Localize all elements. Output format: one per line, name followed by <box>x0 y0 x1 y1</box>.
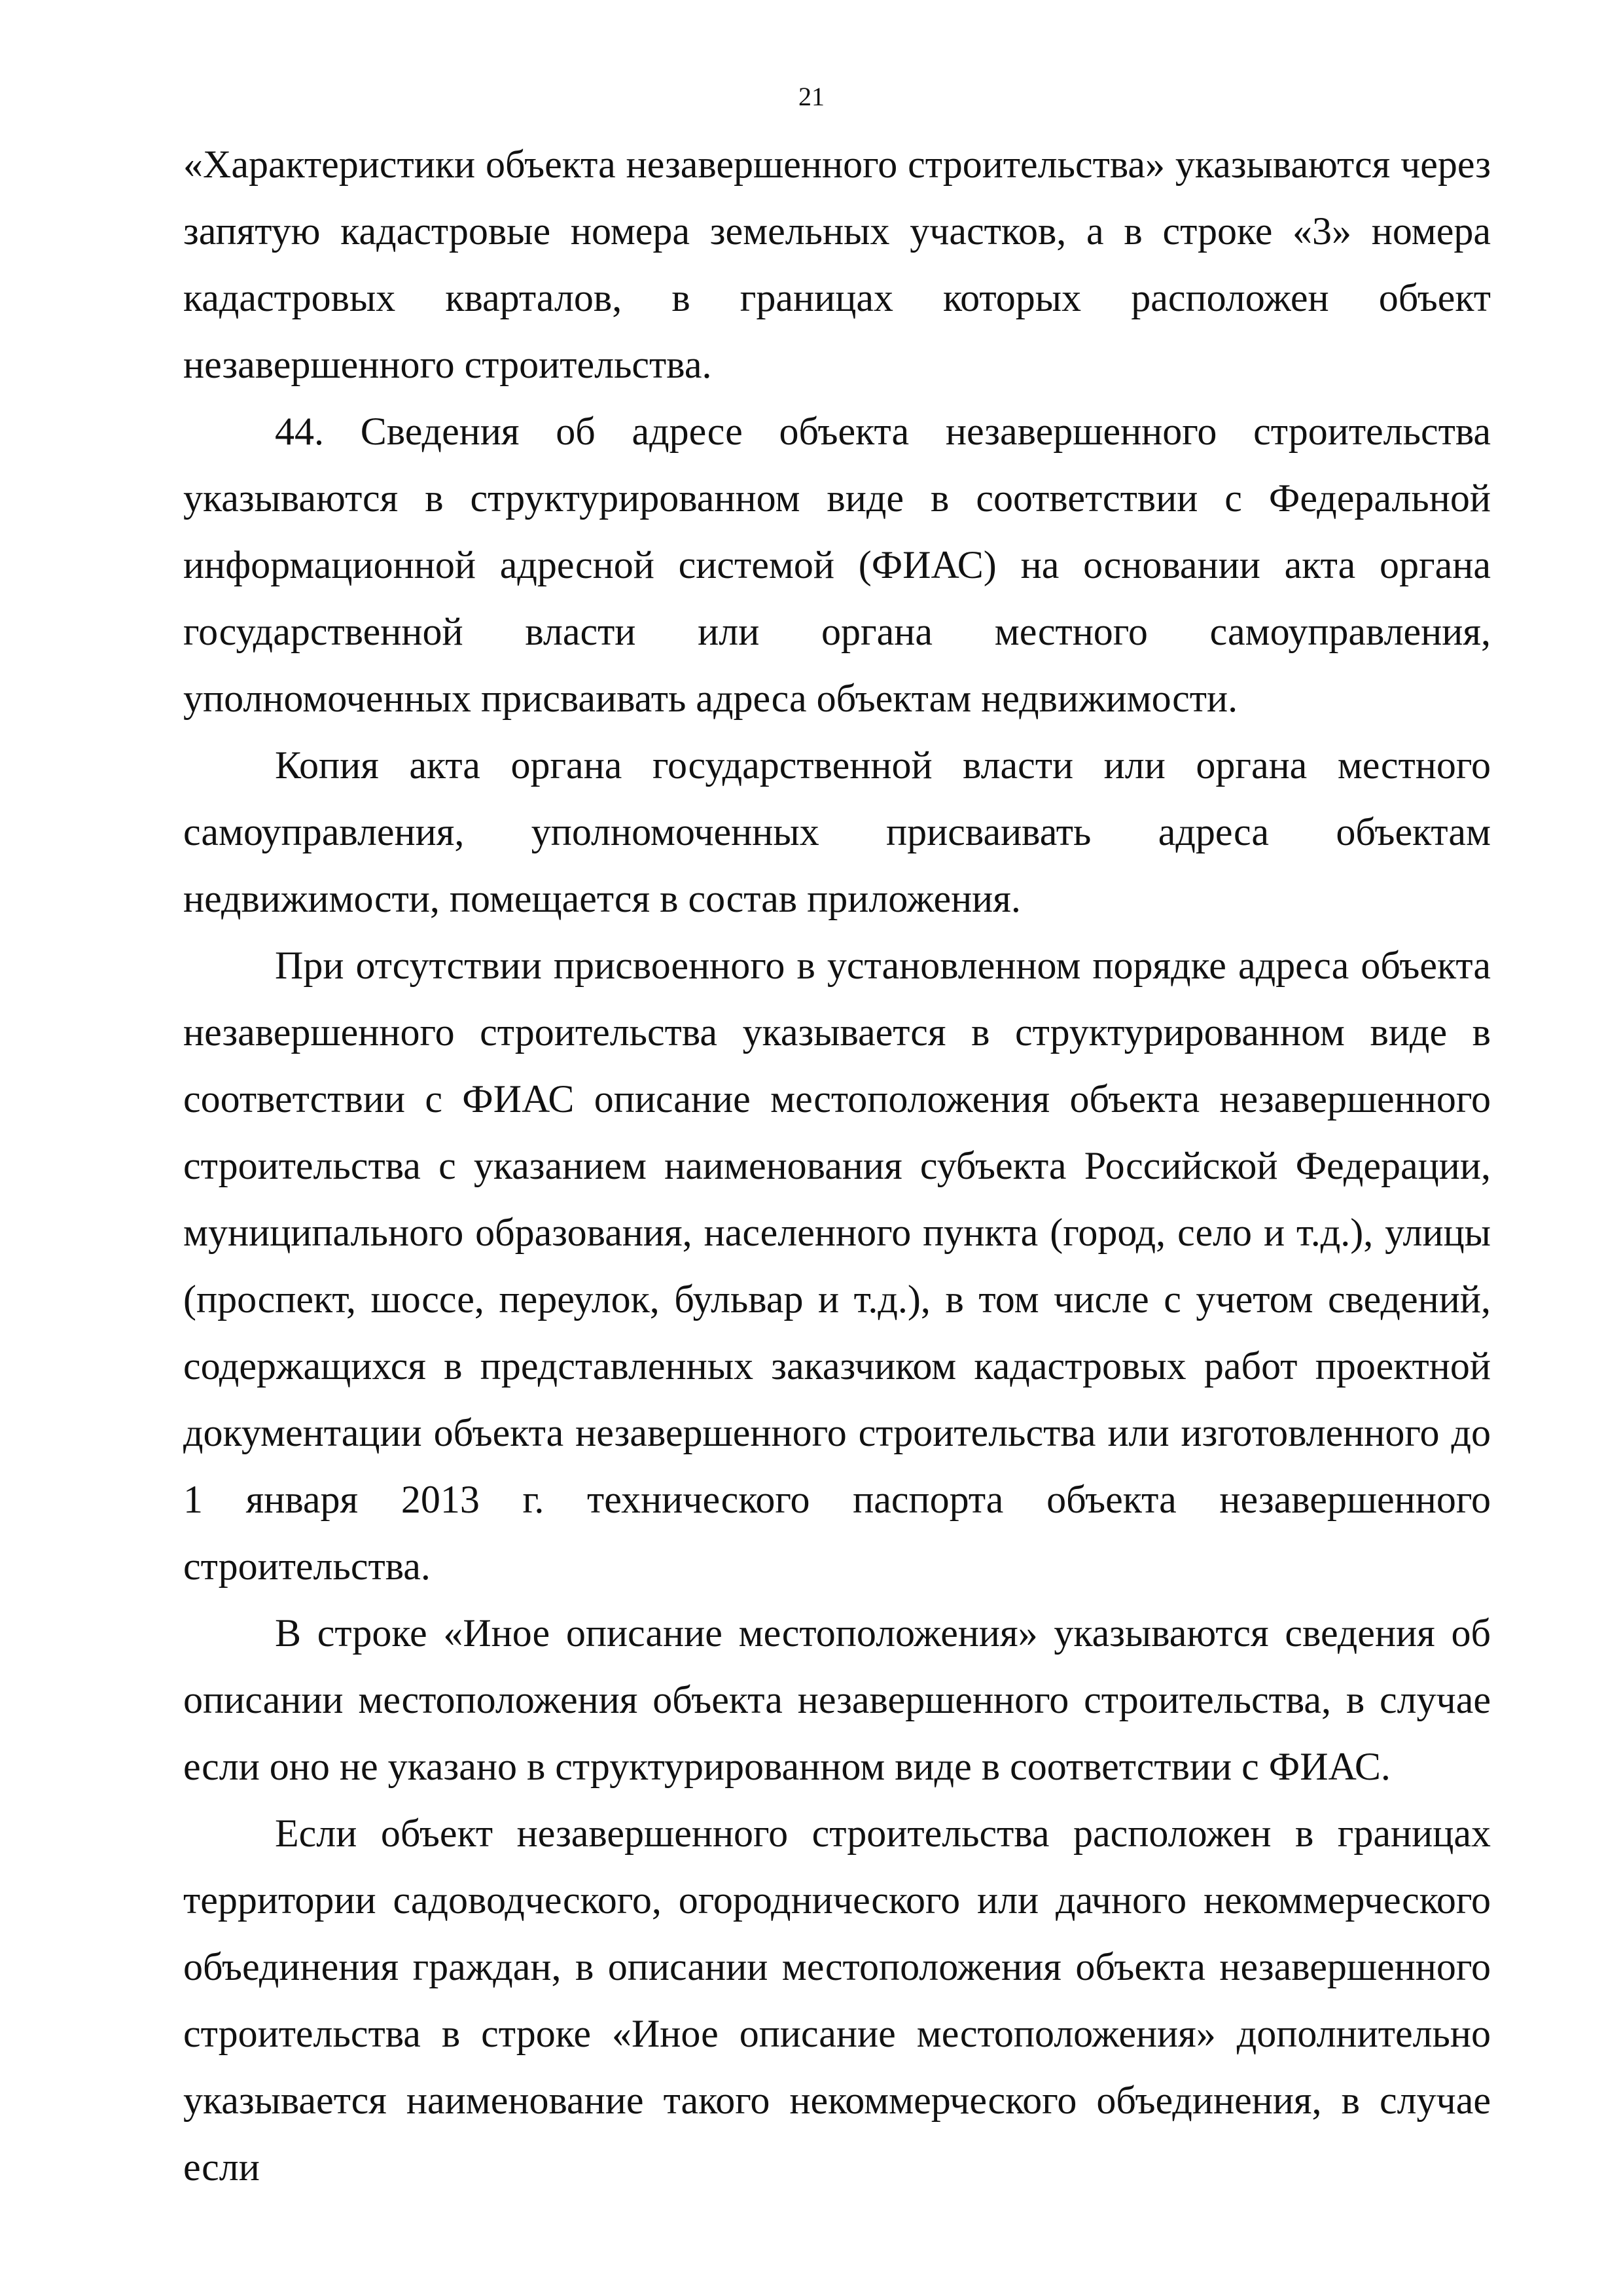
paragraph-other-location: В строке «Иное описание местоположения» указываются сведения об описании местоположения объекта незавершенного строительства, в случае если оно не указано в структурированном виде в соответствии с ФИАС. <box>183 1611 1491 1788</box>
page-number: 21 <box>798 82 825 111</box>
paragraph-cadastral-numbers: «Характеристики объекта незавершенного строительства» указываются через запятую кадастровые номера земельных участков, а в строке «3» номера кадастровых кварталов, в границах которых расположен объект незавершенного строительства. <box>183 143 1491 386</box>
paragraph-act-copy: Копия акта органа государственной власти или органа местного самоуправления, уполномоченных присваивать адреса объектам недвижимости, помещается в состав приложения. <box>183 744 1491 920</box>
paragraph-no-address: При отсутствии присвоенного в установленном порядке адреса объекта незавершенного строительства указывается в структурированном виде в соответствии с ФИАС описание местоположения объекта незавершенного строительства с указанием наименования субъекта Российской Федерации, муниципального образования, населенного пункта (город, село и т.д.), улицы (проспект, шоссе, переулок, бульвар и т.д.), в том числе с учетом сведений, содержащихся в представленных заказчиком кадастровых работ проектной документации объекта незавершенного строительства или изготовленного до 1 января 2013 г. технического паспорта объекта незавершенного строительства. <box>183 944 1491 1588</box>
paragraph-44-address-info: 44. Сведения об адресе объекта незавершенного строительства указываются в структурированном виде в соответствии с Федеральной информационной адресной системой (ФИАС) на основании акта органа государственной власти или органа местного самоуправления, уполномоченных присваивать адреса объектам недвижимости. <box>183 410 1491 720</box>
document-body <box>183 131 1491 2200</box>
paragraph-noncommercial-association: Если объект незавершенного строительства расположен в границах территории садоводческого, огороднического или дачного некоммерческого объединения граждан, в описании местоположения объекта незавершенного строительства в строке «Иное описание местоположения» дополнительно указывается наименование такого некоммерческого объединения, в случае если <box>183 1812 1491 2189</box>
